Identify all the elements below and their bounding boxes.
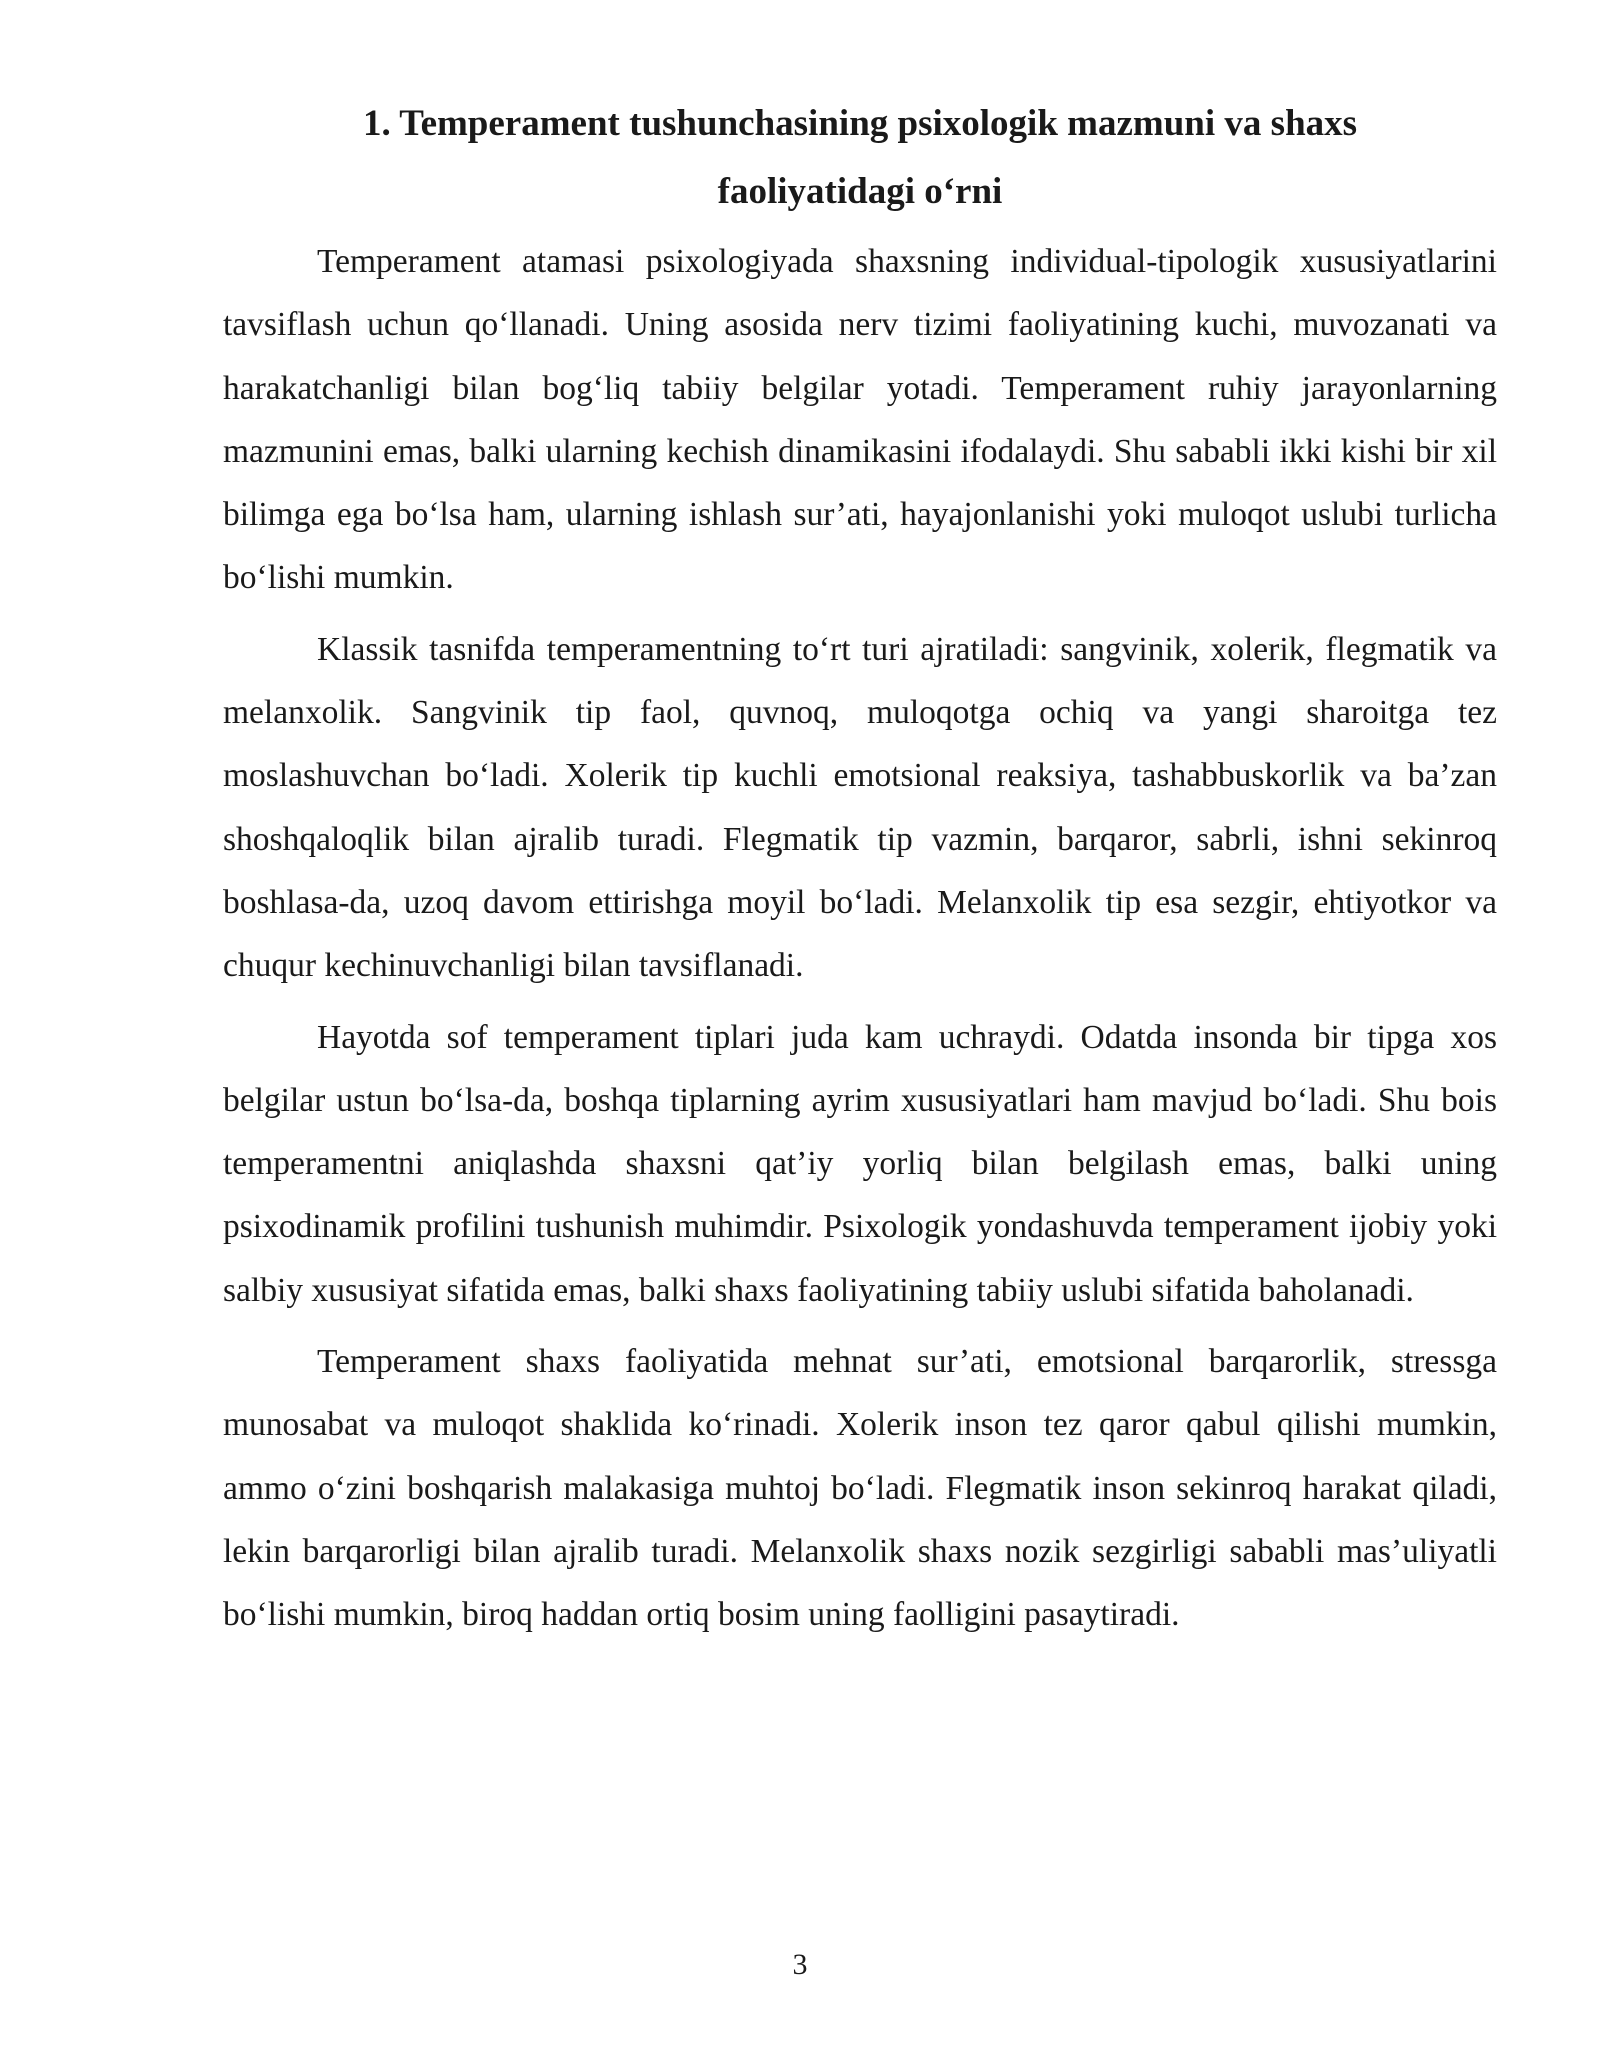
paragraph-3: Hayotda sof temperament tiplari juda kam uchraydi. Odatda insonda bir tipga xos belgilar ustun bo‘lsa-da, boshqa tiplarning ayrim xususiyatlari ham mavjud bo‘ladi. Shu bois temperamentni aniqlashda shaxsni qat’iy yorliq bilan belgilash emas, balki uning psixodinamik profilini tushunish muhimdir. Psixologik yondashuvda temperament ijobiy yoki salbiy xususiyat sifatida emas, balki shaxs faoliyatining tabiiy uslubi sifatida baholanadi. <box>223 1018 1497 1309</box>
section-title-line-1: 1. Temperament tushunchasining psixologik mazmuni va shaxs <box>362 103 1358 144</box>
paragraph-4: Temperament shaxs faoliyatida mehnat sur’ati, emotsional barqarorlik, stressga munosabat va muloqot shaklida ko‘rinadi. Xolerik inson tez qaror qabul qilishi mumkin, ammo o‘zini boshqarish malakasiga muhtoj bo‘ladi. Flegmatik inson sekinroq harakat qiladi, lekin barqarorligi bilan ajralib turadi. Melanxolik shaxs nozik sezgirligi sababli mas’uliyatli bo‘lishi mumkin, biroq haddan ortiq bosim uning faolligini pasaytiradi. <box>223 1343 1497 1634</box>
paragraph-1: Temperament atamasi psixologiyada shaxsning individual-tipologik xususiyatlarini tavsiflash uchun qo‘llanadi. Uning asosida nerv tizimi faoliyatining kuchi, muvozanati va harakatchanligi bilan bog‘liq tabiiy belgilar yotadi. Temperament ruhiy jarayonlarning mazmunini emas, balki ularning kechish dinamikasini ifodalaydi. Shu sababli ikki kishi bir xil bilimga ega bo‘lsa ham, ularning ishlash sur’ati, hayajonlanishi yoki muloqot uslubi turlicha bo‘lishi mumkin. <box>223 243 1497 597</box>
paragraph-2: Klassik tasnifda temperamentning to‘rt turi ajratiladi: sangvinik, xolerik, flegmatik va melanxolik. Sangvinik tip faol, quvnoq, muloqotga ochiq va yangi sharoitga tez moslashuvchan bo‘ladi. Xolerik tip kuchli emotsional reaksiya, tashabbuskorlik va ba’zan shoshqaloqlik bilan ajralib turadi. Flegmatik tip vazmin, barqaror, sabrli, ishni sekinroq boshlasa-da, uzoq davom ettirishga moyil bo‘ladi. Melanxolik tip esa sezgir, ehtiyotkor va chuqur kechinuvchanligi bilan tavsiflanadi. <box>223 630 1497 985</box>
page-number: 3 <box>792 1948 808 1981</box>
section-title <box>223 90 1497 226</box>
page-content <box>223 90 1497 1647</box>
section-title-line-2: faoliyatidagi o‘rni <box>717 171 1003 212</box>
